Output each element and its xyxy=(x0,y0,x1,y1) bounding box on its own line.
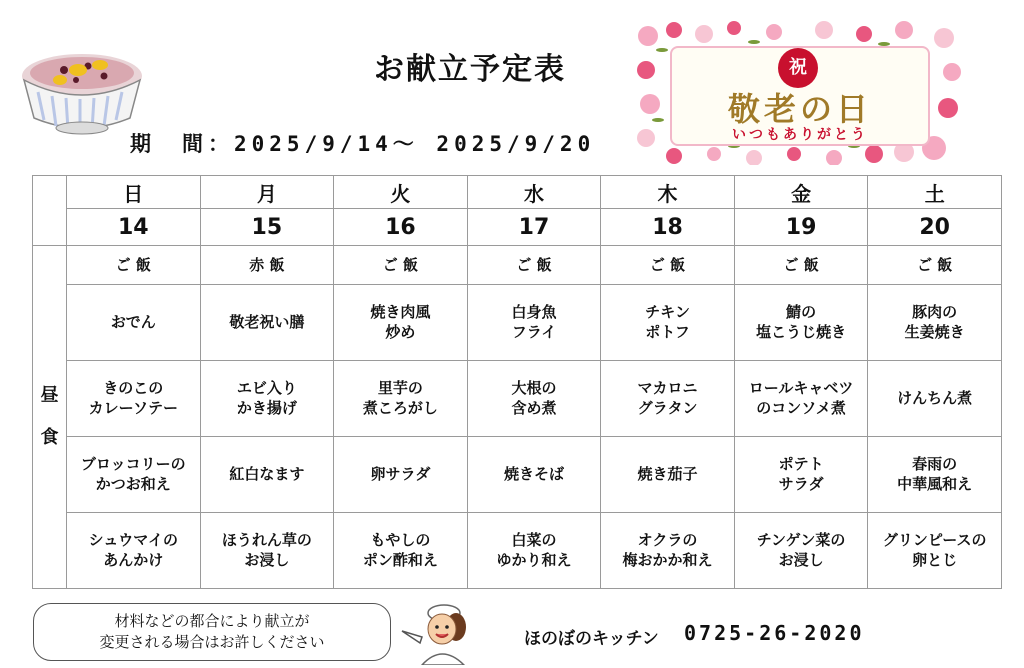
dish-cell: ご 飯 xyxy=(334,246,468,285)
dish-cell: 敬老祝い膳 xyxy=(200,284,334,360)
dish-cell: ご 飯 xyxy=(734,246,868,285)
dish-cell: 豚肉の 生姜焼き xyxy=(868,284,1002,360)
meal-label xyxy=(33,246,67,589)
dish-cell: ロールキャベツ のコンソメ煮 xyxy=(734,360,868,436)
day-sun: 日 xyxy=(67,176,201,209)
dish-cell: 大根の 含め煮 xyxy=(467,360,601,436)
date-sun: 14 xyxy=(67,209,201,246)
day-mon: 月 xyxy=(200,176,334,209)
date-thu: 18 xyxy=(601,209,735,246)
day-row xyxy=(33,176,1002,209)
menu-period: 期 間：2025/9/14～ 2025/9/20 xyxy=(130,132,596,156)
dish-cell: オクラの 梅おかか和え xyxy=(601,512,735,588)
date-mon: 15 xyxy=(200,209,334,246)
day-fri: 金 xyxy=(734,176,868,209)
chef-icon xyxy=(400,603,478,665)
day-sat: 土 xyxy=(868,176,1002,209)
dish-cell: チンゲン菜の お浸し xyxy=(734,512,868,588)
banner-subtitle: いつもありがとう xyxy=(732,127,868,143)
dish-cell: 赤 飯 xyxy=(200,246,334,285)
dish-cell: きのこの カレーソテー xyxy=(67,360,201,436)
date-sat: 20 xyxy=(868,209,1002,246)
dish-cell: おでん xyxy=(67,284,201,360)
notice-bubble: 材料などの都合により献立が 変更される場合はお許しください xyxy=(33,603,391,661)
dish-cell: ご 飯 xyxy=(67,246,201,285)
dish-cell: ブロッコリーの かつお和え xyxy=(67,436,201,512)
banner-title: 敬老の日 xyxy=(727,90,872,128)
dish-cell: けんちん煮 xyxy=(868,360,1002,436)
dish-cell: ご 飯 xyxy=(601,246,735,285)
date-row xyxy=(33,209,1002,246)
extra-dish-row xyxy=(33,512,1002,588)
dish-cell: ポテト サラダ xyxy=(734,436,868,512)
corner-cell xyxy=(33,176,67,246)
meal-label-top: 昼 xyxy=(40,385,59,406)
menu-table xyxy=(32,175,1002,589)
dish-cell: 焼き肉風 炒め xyxy=(334,284,468,360)
dish-cell: 鯖の 塩こうじ焼き xyxy=(734,284,868,360)
date-wed: 17 xyxy=(467,209,601,246)
dish-cell: 紅白なます xyxy=(200,436,334,512)
side-dish-row xyxy=(33,360,1002,436)
date-fri: 19 xyxy=(734,209,868,246)
dish-cell: 白菜の ゆかり和え xyxy=(467,512,601,588)
dish-cell: 白身魚 フライ xyxy=(467,284,601,360)
main-dish-row xyxy=(33,284,1002,360)
day-tue: 火 xyxy=(334,176,468,209)
dish-cell: マカロニ グラタン xyxy=(601,360,735,436)
dish-cell: 里芋の 煮ころがし xyxy=(334,360,468,436)
day-wed: 水 xyxy=(467,176,601,209)
sekihan-bowl-icon xyxy=(18,40,146,138)
day-thu: 木 xyxy=(601,176,735,209)
dish-cell: 卵サラダ xyxy=(334,436,468,512)
small-dish-row xyxy=(33,436,1002,512)
meal-label-bottom: 食 xyxy=(40,427,59,448)
dish-cell: チキン ポトフ xyxy=(601,284,735,360)
dish-cell: エビ入り かき揚げ xyxy=(200,360,334,436)
kitchen-name: ほのぼのキッチン xyxy=(524,629,659,649)
dish-cell: 焼き茄子 xyxy=(601,436,735,512)
page-title: お献立予定表 xyxy=(374,52,566,87)
keiro-banner xyxy=(634,20,964,165)
dish-cell: ほうれん草の お浸し xyxy=(200,512,334,588)
dish-cell: グリンピースの 卵とじ xyxy=(868,512,1002,588)
dish-cell: 春雨の 中華風和え xyxy=(868,436,1002,512)
rice-row xyxy=(33,246,1002,285)
dish-cell: シュウマイの あんかけ xyxy=(67,512,201,588)
phone-number: 0725-26-2020 xyxy=(684,621,865,645)
dish-cell: 焼きそば xyxy=(467,436,601,512)
dish-cell: ご 飯 xyxy=(467,246,601,285)
iwai-seal: 祝 xyxy=(778,48,818,88)
dish-cell: もやしの ポン酢和え xyxy=(334,512,468,588)
date-tue: 16 xyxy=(334,209,468,246)
dish-cell: ご 飯 xyxy=(868,246,1002,285)
